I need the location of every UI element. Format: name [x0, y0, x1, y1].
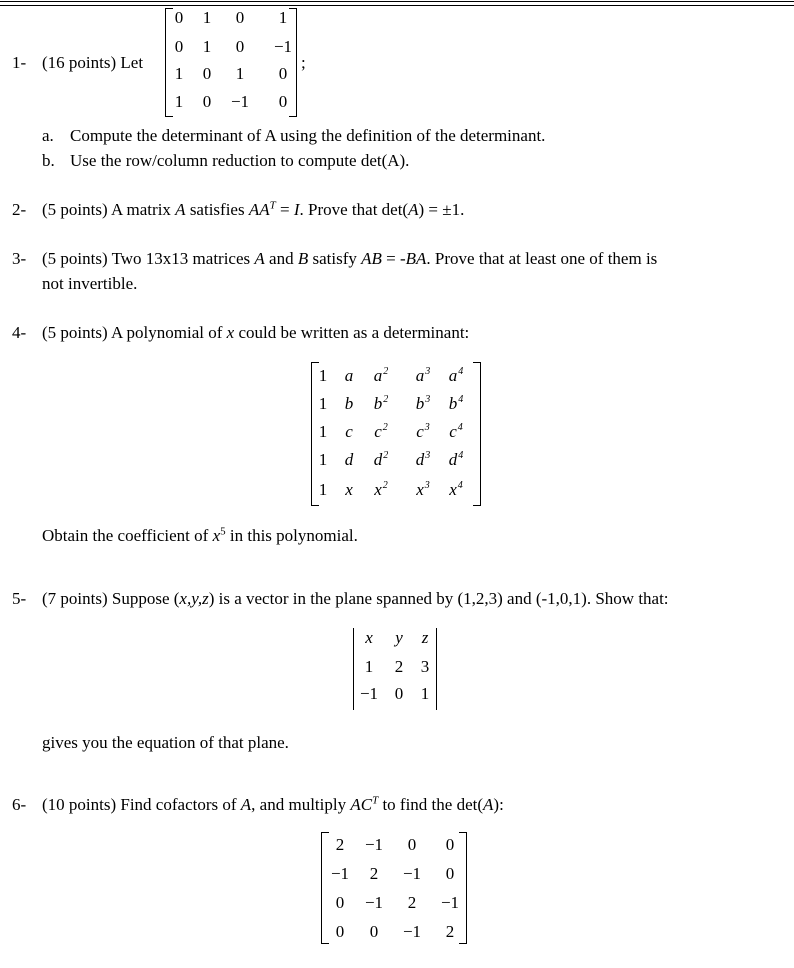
q6-matrix-cell: −1	[402, 864, 422, 883]
q4-matrix-cell: c	[345, 422, 353, 441]
q2-t1: (5 points) A matrix	[42, 200, 176, 219]
q4-matrix-cell: $c^2$	[374, 422, 388, 441]
q4-t1: (5 points) A polynomial of	[42, 323, 227, 342]
q4-matrix-exponent: 2	[383, 366, 389, 377]
q1-matrix-cell: 0	[174, 8, 184, 27]
q3-t2: and	[264, 249, 298, 268]
q6-matrix-cell: 0	[445, 835, 455, 854]
q4-matrix-cell: 1	[318, 480, 328, 499]
q1-matrix-cell: 1	[174, 64, 184, 83]
q6-t2: , and multiply	[251, 795, 351, 814]
q4-matrix-cell: $x^3$	[416, 480, 430, 499]
q4-obtain-x: x	[212, 526, 221, 545]
q5-det-cell: 1	[420, 684, 430, 703]
q4-matrix-cell: $x^4$	[449, 480, 463, 499]
q4-matrix-exponent: 4	[458, 366, 464, 377]
q4-matrix-cell: x	[345, 480, 353, 499]
q4-matrix-exponent: 3	[424, 480, 430, 491]
q6-matrix-cell: 0	[335, 893, 345, 912]
q4-matrix-exponent: 4	[458, 450, 464, 461]
q4-matrix-right-bracket	[473, 362, 481, 506]
q6-t1: (10 points) Find cofactors of	[42, 795, 241, 814]
q1-a-label: a.	[42, 126, 54, 145]
q2-t4: . Prove that det(	[299, 200, 409, 219]
q6-matrix-cell: −1	[364, 893, 384, 912]
q4-x: x	[226, 323, 235, 342]
q4-matrix-exponent: 3	[425, 450, 431, 461]
q5-det-cell: 0	[394, 684, 404, 703]
q6-matrix-cell: −1	[402, 922, 422, 941]
q1-number: 1-	[12, 53, 27, 72]
q2-A: A	[175, 200, 186, 219]
q5-t2: ) is a vector in the plane spanned by (1,2,3) and (-1,0,1). Show that:	[208, 589, 669, 608]
q4-matrix-cell: $b^3$	[415, 394, 431, 413]
q4-matrix-cell: $d^4$	[448, 450, 464, 469]
q1-matrix-cell: 1	[235, 64, 245, 83]
q1-matrix-cell: 0	[278, 64, 288, 83]
q4-matrix-exponent: 4	[457, 480, 463, 491]
q4-matrix-cell: $d^2$	[373, 450, 389, 469]
q2-t5: ) = ±1.	[418, 200, 465, 219]
q6-text	[42, 795, 504, 815]
q5-gives: gives you the equation of that plane.	[42, 733, 289, 752]
q1-matrix-cell: 1	[202, 8, 212, 27]
q6-matrix-cell: 2	[445, 922, 455, 941]
q4-obtain-t2: in this polynomial.	[225, 526, 358, 545]
q4-matrix	[311, 362, 481, 506]
q2-t3: =	[275, 200, 294, 219]
q4-matrix-cell: d	[344, 450, 354, 469]
q3-AB: AB	[361, 249, 382, 268]
q4-matrix-cell: 1	[318, 366, 328, 385]
q2-A2: A	[408, 200, 419, 219]
q4-matrix-cell: 1	[318, 450, 328, 469]
q2-I: I	[293, 200, 300, 219]
q6-matrix-cell: 2	[407, 893, 417, 912]
q4-matrix-cell: $b^4$	[448, 394, 464, 413]
q5-number: 5-	[12, 589, 27, 608]
q4-matrix-cell: b	[344, 394, 354, 413]
q5-det-cell: 3	[420, 657, 430, 676]
q4-matrix-cell: $a^3$	[415, 366, 431, 385]
q2-number: 2-	[12, 200, 27, 219]
q5-xyz: x,y,z	[179, 589, 209, 608]
q4-matrix-exponent: 2	[383, 394, 389, 405]
q5-determinant	[353, 628, 437, 710]
q1-matrix-cell: 0	[202, 64, 212, 83]
q6-matrix-cell: 2	[335, 835, 345, 854]
q4-t2: could be written as a determinant:	[234, 323, 470, 342]
q1-semicolon: ;	[301, 53, 306, 72]
q5-det-cell: x	[365, 628, 373, 647]
q5-det-cell: z	[421, 628, 429, 647]
q1-matrix-cell: −1	[273, 37, 293, 56]
q5-text	[42, 589, 669, 609]
q6-matrix	[321, 832, 467, 944]
q6-t4: ):	[493, 795, 504, 814]
top-rule-2	[0, 5, 794, 6]
q4-matrix-cell: 1	[318, 394, 328, 413]
q4-matrix-cell: $c^3$	[416, 422, 430, 441]
q4-number: 4-	[12, 323, 27, 342]
q4-matrix-exponent: 3	[425, 394, 431, 405]
q5-t1: (7 points) Suppose (	[42, 589, 180, 608]
q4-matrix-cell: $a^4$	[448, 366, 464, 385]
q4-matrix-cell: $c^4$	[449, 422, 463, 441]
q2-text	[42, 200, 464, 220]
q1-matrix-cell: 0	[235, 37, 245, 56]
q4-matrix-exponent: 3	[424, 422, 430, 433]
q6-t3: to find the det(	[378, 795, 484, 814]
q3-t5: . Prove that at least one of them is	[426, 249, 658, 268]
q5-det-cell: 1	[364, 657, 374, 676]
q4-matrix-exponent: 3	[425, 366, 431, 377]
q3-t3: satisfy	[308, 249, 362, 268]
q4-matrix-cell: $x^2$	[374, 480, 388, 499]
q6-matrix-cell: 0	[445, 864, 455, 883]
q3-number: 3-	[12, 249, 27, 268]
q6-A: A	[240, 795, 252, 814]
q2-T: T	[269, 199, 276, 212]
q6-AC: AC	[350, 795, 373, 814]
q6-matrix-cell: −1	[440, 893, 460, 912]
q6-T: T	[372, 794, 379, 807]
q5-det-cell: 2	[394, 657, 404, 676]
q3-line2: not invertible.	[42, 274, 138, 293]
q4-matrix-cell: a	[344, 366, 354, 385]
q3-A: A	[254, 249, 265, 268]
q3-B: B	[297, 249, 309, 268]
q4-obtain-t1: Obtain the coefficient of	[42, 526, 213, 545]
q1-matrix-cell: 0	[174, 37, 184, 56]
q4-matrix-exponent: 2	[382, 480, 388, 491]
q4-obtain	[42, 526, 358, 546]
q5-det-cell: −1	[359, 684, 379, 703]
q4-matrix-cell: 1	[318, 422, 328, 441]
q4-matrix-cell: $d^3$	[415, 450, 431, 469]
q4-matrix-exponent: 2	[382, 422, 388, 433]
q3-t1: (5 points) Two 13x13 matrices	[42, 249, 255, 268]
q4-obtain-exp: 5	[220, 525, 226, 538]
q4-matrix-exponent: 4	[457, 422, 463, 433]
q3-text	[42, 249, 657, 269]
top-rule-1	[0, 1, 794, 2]
q1-matrix-cell: 0	[235, 8, 245, 27]
q1-matrix-cell: 1	[174, 92, 184, 111]
q1-matrix-cell: 1	[278, 8, 288, 27]
q3-t4: = -	[381, 249, 406, 268]
q6-matrix-cell: 0	[369, 922, 379, 941]
q1-b-text: Use the row/column reduction to compute det(A).	[70, 151, 410, 170]
q1-matrix-cell: −1	[230, 92, 250, 111]
q6-matrix-cell: −1	[364, 835, 384, 854]
q6-matrix-cell: 0	[335, 922, 345, 941]
q1-matrix-cell: 1	[202, 37, 212, 56]
q2-AA: AA	[248, 200, 270, 219]
q6-matrix-cell: 0	[407, 835, 417, 854]
q4-matrix-exponent: 2	[383, 450, 389, 461]
q1-matrix	[165, 8, 297, 117]
q2-t2: satisfies	[185, 200, 249, 219]
q4-text	[42, 323, 469, 343]
q1-matrix-cell: 0	[278, 92, 288, 111]
q1-text: (16 points) Let	[42, 53, 144, 72]
q6-number: 6-	[12, 795, 27, 814]
q1-a-text: Compute the determinant of A using the definition of the determinant.	[70, 126, 546, 145]
q4-matrix-cell: $b^2$	[373, 394, 389, 413]
q4-matrix-exponent: 4	[458, 394, 464, 405]
q5-det-cell: y	[395, 628, 403, 647]
q6-A2: A	[483, 795, 494, 814]
q6-matrix-cell: −1	[330, 864, 350, 883]
q1-matrix-cell: 0	[202, 92, 212, 111]
q1-b-label: b.	[42, 151, 55, 170]
q3-BA: BA	[405, 249, 427, 268]
q6-matrix-cell: 2	[369, 864, 379, 883]
q4-matrix-cell: $a^2$	[373, 366, 389, 385]
